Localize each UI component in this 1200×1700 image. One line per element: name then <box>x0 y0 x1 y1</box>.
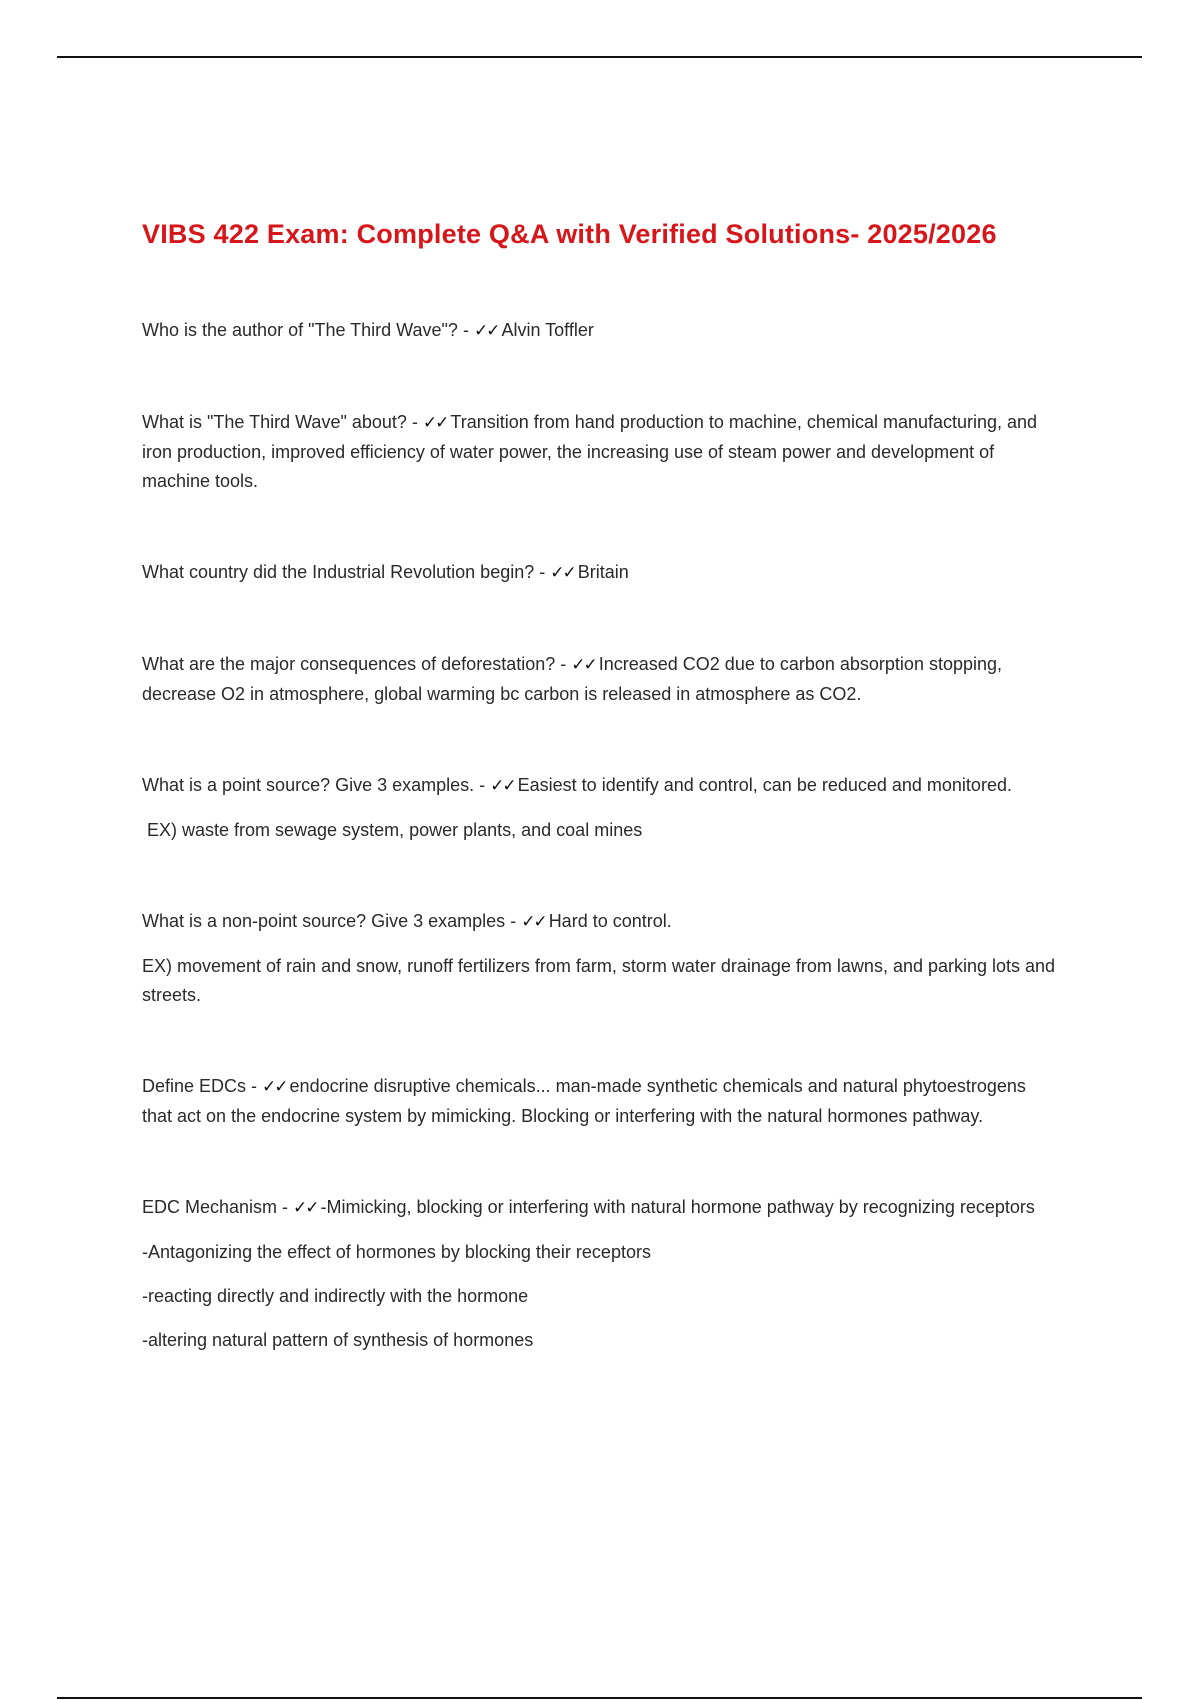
document-title: VIBS 422 Exam: Complete Q&A with Verified Solutions- 2025/2026 <box>142 219 997 249</box>
double-check-icon: ✓✓ <box>473 321 499 341</box>
qa-item <box>142 650 1060 709</box>
qa-item <box>142 907 1060 1010</box>
qa-line <box>142 1072 1060 1131</box>
question-text: What is a non-point source? Give 3 examples <box>142 911 506 931</box>
qa-item <box>142 316 1060 346</box>
separator: - <box>474 775 491 795</box>
question-text: What country did the Industrial Revolution begin? <box>142 562 535 582</box>
double-check-icon: ✓✓ <box>550 563 575 583</box>
qa-line <box>142 408 1060 496</box>
separator: - <box>406 412 423 432</box>
answer-text: Increased CO2 due to carbon absorption stopping, decrease O2 in atmosphere, global warming bc carbon is released in atmosphere as CO2. <box>142 654 1003 704</box>
qa-item <box>142 771 1060 845</box>
double-check-icon: ✓✓ <box>293 1198 318 1218</box>
qa-line <box>142 650 1060 709</box>
qa-item <box>142 1072 1060 1131</box>
double-check-icon: ✓✓ <box>422 413 448 433</box>
separator: - <box>534 562 551 582</box>
qa-line <box>142 1193 1060 1223</box>
answer-continuation: EX) movement of rain and snow, runoff fertilizers from farm, storm water drainage from lawns, and parking lots and streets. <box>142 956 1056 1005</box>
answer-continuation: -altering natural pattern of synthesis of hormones <box>142 1330 534 1350</box>
question-text: What are the major consequences of deforestation? <box>142 654 556 674</box>
double-check-icon: ✓✓ <box>521 912 546 932</box>
qa-item <box>142 558 1060 588</box>
answer-text: Britain <box>577 562 629 582</box>
qa-item <box>142 1193 1060 1355</box>
double-check-icon: ✓✓ <box>262 1077 287 1097</box>
answer-text: Transition from hand production to machine, chemical manufacturing, and iron production, improved efficiency of water power, the increasing use of steam power and development of machine tools. <box>142 412 1038 491</box>
separator: - <box>246 1076 263 1096</box>
answer-text: Alvin Toffler <box>501 320 594 340</box>
question-text: EDC Mechanism <box>142 1197 278 1217</box>
double-check-icon: ✓✓ <box>490 776 515 796</box>
qa-line <box>142 316 1060 346</box>
header-rule <box>57 56 1142 58</box>
qa-item <box>142 408 1060 496</box>
answer-continuation: -reacting directly and indirectly with the hormone <box>142 1286 529 1306</box>
qa-line <box>142 558 1060 588</box>
double-check-icon: ✓✓ <box>571 655 596 675</box>
question-text: What is a point source? Give 3 examples. <box>142 775 475 795</box>
separator: - <box>457 320 474 340</box>
answer-text: -Mimicking, blocking or interfering with natural hormone pathway by recognizing receptors <box>320 1197 1035 1217</box>
qa-line <box>142 907 1060 937</box>
qa-line <box>142 771 1060 801</box>
separator: - <box>505 911 522 931</box>
answer-text: Hard to control. <box>548 911 672 931</box>
footer-rule <box>57 1697 1142 1699</box>
answer-text: Easiest to identify and control, can be reduced and monitored. <box>517 775 1012 795</box>
answer-continuation: EX) waste from sewage system, power plants, and coal mines <box>147 820 643 840</box>
qa-list <box>142 316 1060 1355</box>
answer-text: endocrine disruptive chemicals... man-made synthetic chemicals and natural phytoestrogens that act on the endocrine system by mimicking. Blocking or interfering with the natural hormones pathway. <box>142 1076 1026 1126</box>
separator: - <box>555 654 572 674</box>
question-text: What is "The Third Wave" about? <box>142 412 407 432</box>
question-text: Who is the author of "The Third Wave"? <box>142 320 458 340</box>
question-text: Define EDCs <box>142 1076 247 1096</box>
separator: - <box>277 1197 294 1217</box>
answer-continuation: -Antagonizing the effect of hormones by blocking their receptors <box>142 1242 651 1262</box>
document-body <box>142 215 1060 1355</box>
